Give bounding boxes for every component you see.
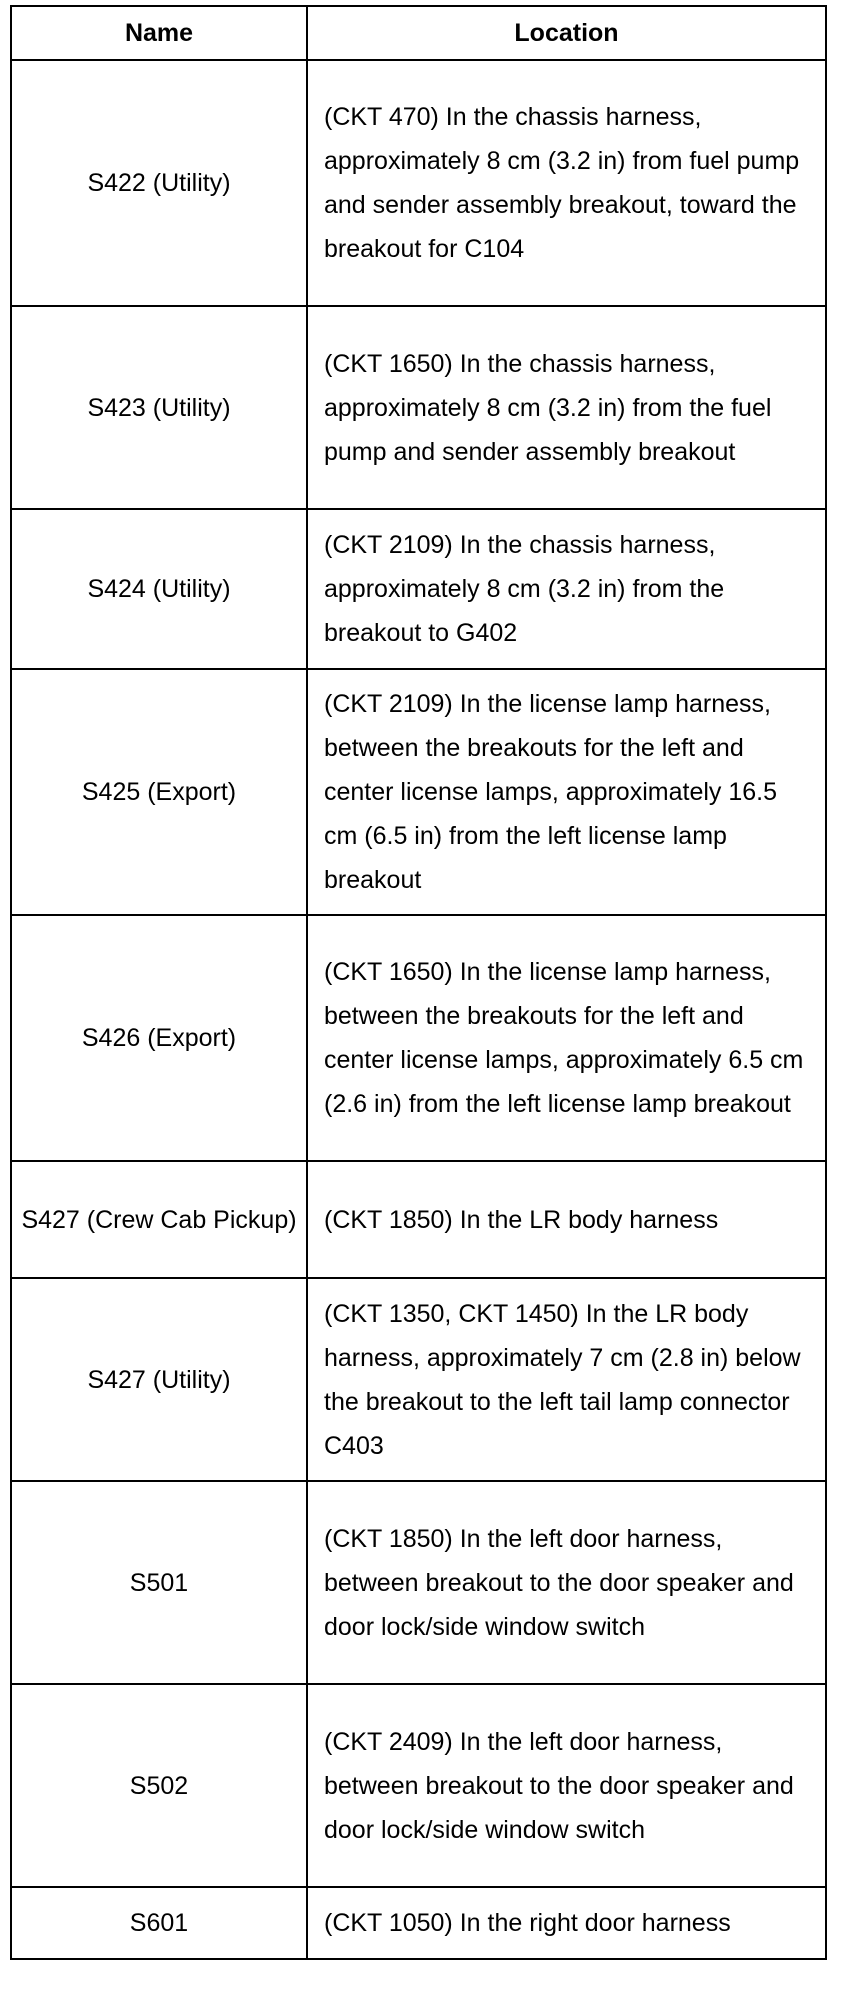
row-name-cell: S427 (Crew Cab Pickup) [11, 1161, 307, 1278]
table-row [11, 1161, 826, 1278]
row-location-cell: (CKT 1050) In the right door harness [307, 1887, 826, 1959]
table-row [11, 509, 826, 669]
row-location-cell: (CKT 1650) In the license lamp harness, between the breakouts for the left and center license lamps, approximately 6.5 cm (2.6 in) from the left license lamp breakout [307, 915, 826, 1161]
row-location-cell: (CKT 2109) In the chassis harness, approximately 8 cm (3.2 in) from the breakout to G402 [307, 509, 826, 669]
row-name-cell: S424 (Utility) [11, 509, 307, 669]
row-location-cell: (CKT 1850) In the LR body harness [307, 1161, 826, 1278]
row-name-cell: S427 (Utility) [11, 1278, 307, 1481]
table-row [11, 915, 826, 1161]
table-row [11, 1887, 826, 1959]
table-row [11, 669, 826, 915]
table-row [11, 306, 826, 509]
table-row [11, 1684, 826, 1887]
table-row [11, 1481, 826, 1684]
column-header-name: Name [11, 6, 307, 60]
row-name-cell: S502 [11, 1684, 307, 1887]
row-location-cell: (CKT 1350, CKT 1450) In the LR body harness, approximately 7 cm (2.8 in) below the breakout to the left tail lamp connector C403 [307, 1278, 826, 1481]
row-location-cell: (CKT 1850) In the left door harness, between breakout to the door speaker and door lock/side window switch [307, 1481, 826, 1684]
row-location-cell: (CKT 470) In the chassis harness, approximately 8 cm (3.2 in) from fuel pump and sender assembly breakout, toward the breakout for C104 [307, 60, 826, 306]
row-name-cell: S601 [11, 1887, 307, 1959]
row-location-cell: (CKT 2109) In the license lamp harness, between the breakouts for the left and center license lamps, approximately 16.5 cm (6.5 in) from the left license lamp breakout [307, 669, 826, 915]
row-location-cell: (CKT 1650) In the chassis harness, approximately 8 cm (3.2 in) from the fuel pump and sender assembly breakout [307, 306, 826, 509]
row-name-cell: S425 (Export) [11, 669, 307, 915]
row-name-cell: S426 (Export) [11, 915, 307, 1161]
table-row [11, 60, 826, 306]
table-header-row [11, 6, 826, 60]
row-name-cell: S422 (Utility) [11, 60, 307, 306]
table-row [11, 1278, 826, 1481]
row-location-cell: (CKT 2409) In the left door harness, between breakout to the door speaker and door lock/side window switch [307, 1684, 826, 1887]
column-header-location: Location [307, 6, 826, 60]
splice-location-table [10, 5, 827, 1960]
row-name-cell: S423 (Utility) [11, 306, 307, 509]
row-name-cell: S501 [11, 1481, 307, 1684]
